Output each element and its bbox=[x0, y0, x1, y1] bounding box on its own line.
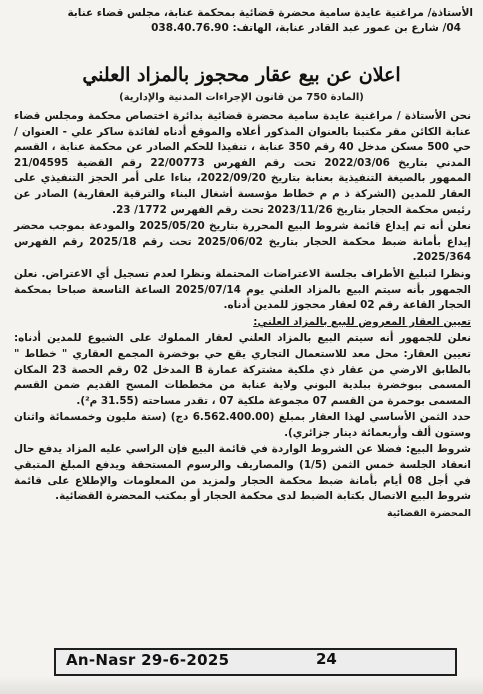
announcement-subtitle: (المادة 750 من قانون الإجراءات المدنية والإدارية) bbox=[119, 92, 364, 103]
paragraph-auction-date: ونظرا لتبليغ الأطراف بجلسة الاعتراضات المحتملة ونظرا لعدم تسجيل أي الاعتراض. نعلن الجمهور بأنه سيتم البيع بالمزاد العلني يوم 2025/07/14 الساعة التاسعة صباحا بمحكمة الحجار القاعة رقم 02 لعقار محجوز للمدين أدناه. bbox=[14, 267, 471, 312]
newspaper-name-date: An-Nasr 29-6-2025 bbox=[66, 651, 230, 669]
signature: المحضرة القضائية bbox=[386, 507, 471, 519]
page-number: 24 bbox=[316, 650, 337, 668]
paragraph-sale-conditions: شروط البيع: فضلا عن الشروط الواردة في قائمة البيع فإن الراسي عليه المزاد يدفع حال انعقاد الجلسة خمس الثمن (1/5) والمصاريف والرسوم المستحقة ويدفع المبلغ المتبقي في أجل 08 أيام بأمانة ضبط محكمة الحجار ولمزيد من المعلومات والإطلاع على قائمة شروط البيع الاتصال بكتابة الضبط لدى محكمة الحجار أو بمكتب المحضرة القضائية. bbox=[14, 443, 471, 503]
announcement-title: اعلان عن بيع عقار محجوز بالمزاد العلني bbox=[82, 64, 401, 86]
property-heading: تعيين العقار المعروض للبيع بالمزاد العلني: bbox=[253, 315, 471, 328]
paragraph-base-price: حدد الثمن الأساسي لهذا العقار بمبلغ (6.562.400.00 دج) (ستة مليون وخمسمائة واثنان وستون ألف وأربعمائة دينار جزائري). bbox=[14, 411, 471, 439]
bailiff-header bbox=[10, 6, 473, 36]
header-line-2: 04/ شارع بن عمور عبد القادر عنابة، الهاتف: 038.40.76.90 bbox=[151, 22, 461, 34]
paragraph-deposit: نعلن أنه تم إيداع قائمة شروط البيع المحررة بتاريخ 2025/05/20 والمودعة بموجب محضر إيداع بأمانة ضبط محكمة الحجار بتاريخ 2025/06/02 تحت رقم 2025/18 رقم الفهرس 2025/364. bbox=[14, 220, 471, 264]
paragraph-intro: نحن الأستاذة / مراغنية عايدة سامية محضرة قضائية بدائرة اختصاص محكمة ومجلس قضاء عنابة الكائن مقر مكتبنا بالعنوان المذكور أعلاه والموقع أدناه لفائدة ساكر علي - العنوان / حي 500 مسكن مدخل 40 رقم 350 عنابة ، تنفيذا للحكم الصادر عن محكمة عنابة ، القسم المدني بتاريخ 2022/03/06 تحت رقم الفهرس 22/00773 رقم القضية 21/04595 الممهور بالصيغة التنفيذية بعنابة بتاريخ 2022/09/20، بناءا على أمر الحجز التنفيذي على العقار للمدين (الشركة ذ م م خطاط مؤسسة أشغال البناء والترقية العقارية) الصادر عن رئيس محكمة الحجار بتاريخ 2023/11/26 تحت رقم الفهرس 1772/ 23. bbox=[14, 110, 472, 216]
page-edge-shadow bbox=[0, 676, 483, 694]
announcement-body bbox=[14, 109, 471, 522]
header-line-1: الأستاذة/ مراغنية عايدة سامية محضرة قضائية بمحكمة عنابة، مجلس قضاء عنابة bbox=[67, 7, 473, 19]
paragraph-property-description: نعلن للجمهور أنه سيتم البيع بالمزاد العلني لعقار المملوك على الشيوع للمدين أدناه: تعيين العقار: محل معد للاستعمال التجاري يقع حي بوخضرة المجمع العقاري " خطاط " بالطابق الارضي من عقار ذي ملكية مشتركة عمارة B المدخل 02 رقم الحصة 23 المكان المسمى ببوخضرة ببلدية البوني ولاية عنابة من مخططات المسح القديم ضمن القسم المسمى بوحمرة من القسم 07 مجموعة ملكية 07 ، تقدر مساحته (31.55 م²). bbox=[14, 332, 472, 407]
